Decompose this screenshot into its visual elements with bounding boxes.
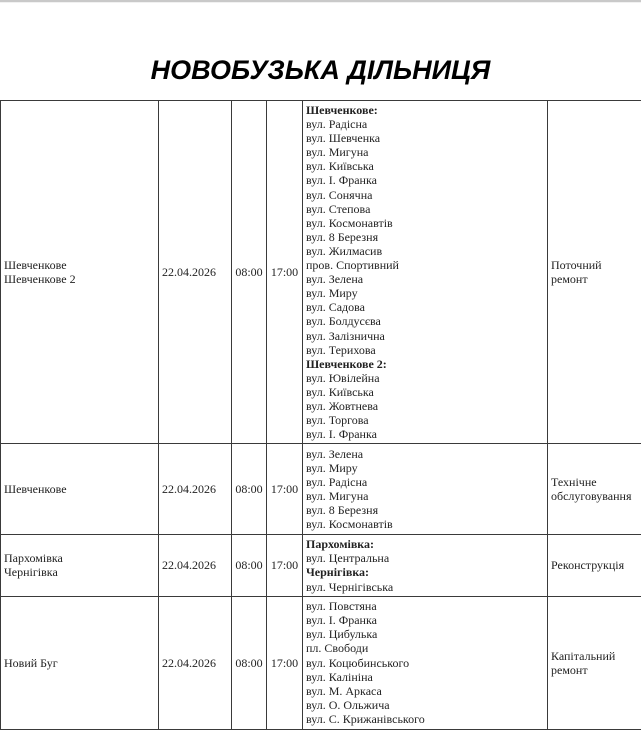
start-time-cell: 08:00 (232, 444, 267, 535)
street-line: вул. І. Франка (306, 613, 377, 628)
location-cell (1, 101, 159, 444)
streets-cell (303, 535, 548, 596)
street-line: вул. Мигуна (306, 489, 369, 504)
street-line: вул. Космонавтів (306, 517, 393, 532)
start-time-cell: 08:00 (232, 535, 267, 596)
street-line: вул. Ювілейна (306, 370, 380, 385)
table-row (1, 444, 641, 535)
street-group-header: Пархомівка: (306, 537, 375, 552)
work-type-cell: Капітальний ремонт (548, 596, 641, 729)
street-line: вул. Радісна (306, 475, 368, 490)
date-cell: 22.04.2026 (159, 444, 232, 535)
street-line: вул. Повстяна (306, 599, 377, 614)
street-line: вул. Торгова (306, 413, 369, 428)
street-line: вул. Зелена (306, 446, 364, 461)
street-line: вул. 8 Березня (306, 229, 379, 244)
street-line: вул. Миру (306, 461, 358, 476)
street-line: пров. Спортивний (306, 258, 399, 273)
end-time-cell: 17:00 (267, 535, 303, 596)
schedule-table-body (1, 101, 641, 730)
street-line: пл. Свободи (306, 641, 369, 656)
street-line: вул. Болдусєва (306, 314, 381, 329)
street-line: вул. Миру (306, 286, 358, 301)
street-group-header: Шевченкове: (306, 103, 378, 117)
streets-cell (303, 444, 548, 535)
date-cell: 22.04.2026 (159, 596, 232, 729)
start-time-cell: 08:00 (232, 596, 267, 729)
location-cell (1, 444, 159, 535)
street-line: вул. Мигуна (306, 145, 369, 160)
streets-cell (303, 596, 548, 729)
schedule-table (0, 100, 641, 730)
work-type-cell: Технічне обслуговування (548, 444, 641, 535)
street-line: вул. Терихова (306, 342, 376, 357)
location-cell (1, 535, 159, 596)
table-row (1, 101, 641, 444)
date-cell: 22.04.2026 (159, 101, 232, 444)
street-group-header: Чернігівка: (306, 565, 370, 580)
streets-cell (303, 101, 548, 444)
street-line: вул. Калініна (306, 669, 373, 684)
end-time-cell: 17:00 (267, 101, 303, 444)
location-line: Пархомівка (4, 551, 63, 566)
street-line: вул. Степова (306, 201, 371, 216)
street-line: вул. І. Франка (306, 173, 377, 188)
street-line: вул. Залізнична (306, 328, 385, 343)
location-line: Шевченкове (4, 482, 67, 497)
top-divider (0, 0, 641, 3)
street-line: вул. Чернігівська (306, 579, 394, 594)
street-line: вул. М. Аркаса (306, 683, 382, 698)
street-line: вул. Радісна (306, 117, 368, 132)
end-time-cell: 17:00 (267, 596, 303, 729)
table-row (1, 535, 641, 596)
street-line: вул. Коцюбинського (306, 655, 410, 670)
end-time-cell: 17:00 (267, 444, 303, 535)
street-line: вул. О. Ольжича (306, 697, 390, 712)
table-row (1, 596, 641, 729)
street-line: вул. Київська (306, 159, 374, 174)
date-cell: 22.04.2026 (159, 535, 232, 596)
street-line: вул. Жилмасив (306, 243, 383, 258)
location-line: Шевченкове 2 (4, 272, 76, 287)
street-line: вул. Зелена (306, 272, 364, 287)
work-type-cell: Поточний ремонт (548, 101, 641, 444)
street-line: вул. Центральна (306, 551, 390, 566)
page-title: НОВОБУЗЬКА ДІЛЬНИЦЯ (150, 55, 491, 85)
location-line: Чернігівка (4, 565, 58, 580)
street-line: вул. Сонячна (306, 187, 373, 202)
street-line: вул. І. Франка (306, 427, 377, 442)
street-group-header: Шевченкове 2: (306, 356, 387, 371)
street-line: вул. Жовтнева (306, 398, 379, 413)
work-type-cell: Реконструкція (548, 535, 641, 596)
location-line: Шевченкове (4, 258, 67, 273)
street-line: вул. С. Крижанівського (306, 711, 425, 726)
street-line: вул. Шевченка (306, 131, 381, 146)
street-line: вул. Цибулька (306, 627, 378, 642)
street-line: вул. Космонавтів (306, 215, 393, 230)
street-line: вул. 8 Березня (306, 503, 379, 518)
location-cell (1, 596, 159, 729)
location-line: Новий Буг (4, 655, 58, 670)
start-time-cell: 08:00 (232, 101, 267, 444)
street-line: вул. Садова (306, 300, 365, 315)
street-line: вул. Київська (306, 384, 374, 399)
